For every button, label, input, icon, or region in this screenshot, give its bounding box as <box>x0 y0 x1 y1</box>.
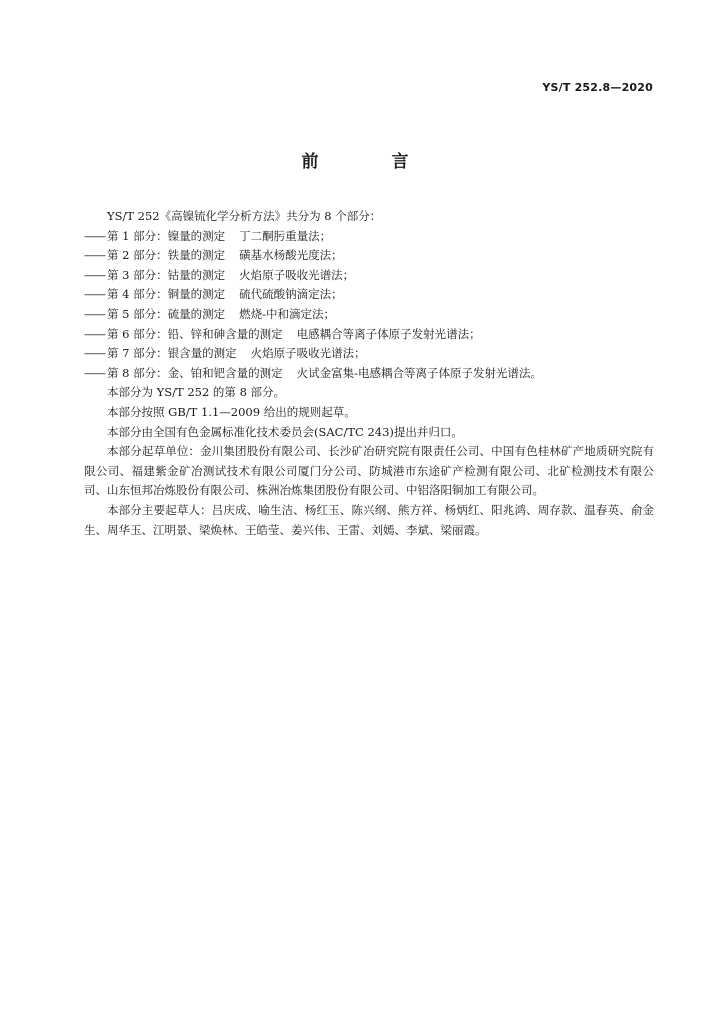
drafters-paragraph: 本部分主要起草人：吕庆成、喻生洁、杨红玉、陈兴纲、熊方祥、杨炳红、阳兆鸿、周存款、温春英、俞金生、周华玉、江明景、梁焕林、王皓莹、姜兴伟、王雷、刘嫣、李斌、梁丽霞。 <box>84 502 654 537</box>
list-item: —— 第 6 部分：铅、锌和砷含量的测定 电感耦合等离子体原子发射光谱法； <box>84 326 481 341</box>
list-item: —— 第 3 部分：钴量的测定 火焰原子吸收光谱法； <box>84 267 355 282</box>
part-label: 第 1 部分：镍量的测定 <box>107 228 226 243</box>
part-method: 燃烧-中和滴定法； <box>239 306 336 321</box>
part-label: 第 3 部分：钴量的测定 <box>107 267 226 282</box>
page-title: 前 言 <box>301 152 437 172</box>
drafting-units-paragraph: 本部分起草单位：金川集团股份有限公司、长沙矿冶研究院有限责任公司、中国有色桂林矿产地质研究院有限公司、福建紫金矿冶测试技术有限公司厦门分公司、防城港市东途矿产检测有限公司、北矿检测技术有限公司、山东恒邦冶炼股份有限公司、株洲冶炼集团股份有限公司、中铝洛阳铜加工有限公司。 <box>84 444 654 498</box>
part-method: 火焰原子吸收光谱法； <box>239 267 355 282</box>
part-method: 硫代硫酸钠滴定法； <box>239 287 343 302</box>
standard-code: YS/T 252.8—2020 <box>542 81 653 94</box>
part-label: 第 8 部分：金、铂和钯含量的测定 <box>107 365 283 380</box>
list-item: —— 第 7 部分：银含量的测定 火焰原子吸收光谱法； <box>84 346 366 361</box>
parts-list <box>84 227 654 384</box>
part-method: 磺基水杨酸光度法； <box>239 248 343 263</box>
proposed-by-paragraph: 本部分由全国有色金属标准化技术委员会(SAC/TC 243)提出并归口。 <box>107 424 463 439</box>
list-item: —— 第 1 部分：镍量的测定 丁二酮肟重量法； <box>84 228 332 243</box>
list-item: —— 第 8 部分：金、铂和钯含量的测定 火试金富集-电感耦合等离子体原子发射光谱法。 <box>84 365 543 380</box>
part-label: 第 7 部分：银含量的测定 <box>107 346 237 361</box>
part-label: 第 6 部分：铅、锌和砷含量的测定 <box>107 326 283 341</box>
list-item: —— 第 2 部分：铁量的测定 磺基水杨酸光度法； <box>84 248 343 263</box>
intro-paragraph: YS/T 252《高镍锍化学分析方法》共分为 8 个部分： <box>107 209 382 223</box>
foreword-body <box>84 207 654 540</box>
part-of-paragraph: 本部分为 YS/T 252 的第 8 部分。 <box>107 385 286 400</box>
part-label: 第 2 部分：铁量的测定 <box>107 248 226 263</box>
part-label: 第 4 部分：铜量的测定 <box>107 287 226 302</box>
part-method: 电感耦合等离子体原子发射光谱法； <box>296 326 481 341</box>
list-item: —— 第 4 部分：铜量的测定 硫代硫酸钠滴定法； <box>84 287 343 302</box>
part-method: 丁二酮肟重量法； <box>239 228 332 243</box>
part-method: 火试金富集-电感耦合等离子体原子发射光谱法。 <box>296 365 543 380</box>
drafting-rule-paragraph: 本部分按照 GB/T 1.1—2009 给出的规则起草。 <box>107 404 356 419</box>
part-label: 第 5 部分：硫量的测定 <box>107 306 226 321</box>
part-method: 火焰原子吸收光谱法； <box>250 346 366 361</box>
list-item: —— 第 5 部分：硫量的测定 燃烧-中和滴定法； <box>84 306 336 321</box>
